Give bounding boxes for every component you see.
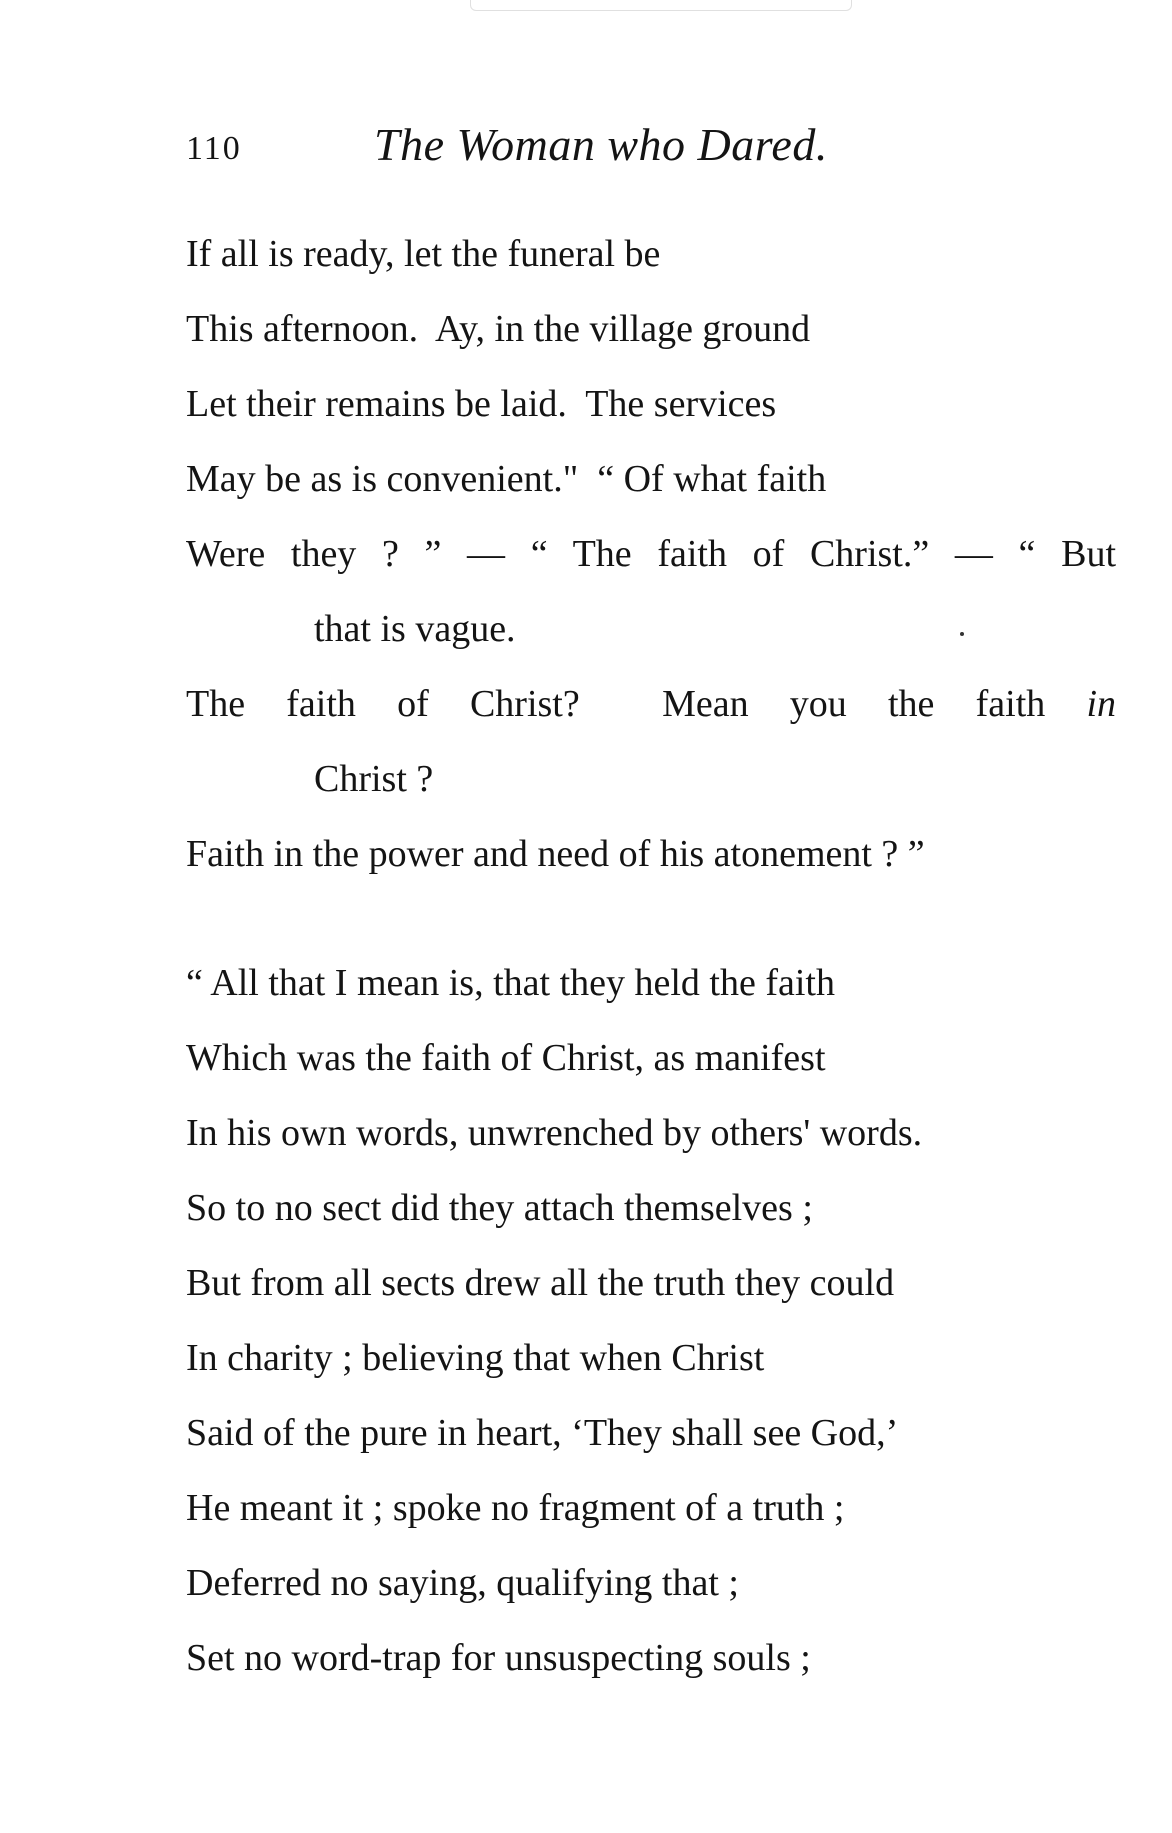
ink-speck bbox=[960, 632, 964, 636]
verse-line: If all is ready, let the funeral be bbox=[186, 233, 661, 275]
verse-line: Which was the faith of Christ, as manifest bbox=[186, 1037, 826, 1079]
verse-line: Faith in the power and need of his atonement ? ” bbox=[186, 833, 925, 875]
verse-line-text: The faith of Christ? Mean you the faith bbox=[186, 683, 1046, 725]
book-title: The Woman who Dared. bbox=[374, 119, 828, 170]
verse-line: May be as is convenient." “ Of what faith bbox=[186, 458, 827, 500]
verse-line: But from all sects drew all the truth they could bbox=[186, 1262, 895, 1304]
verse-line: Set no word-trap for unsuspecting souls ; bbox=[186, 1637, 811, 1679]
verse-line: This afternoon. Ay, in the village ground bbox=[186, 308, 811, 350]
verse-line: Said of the pure in heart, ‘They shall see God,’ bbox=[186, 1412, 899, 1454]
running-head bbox=[186, 118, 1006, 178]
verse-line: Let their remains be laid. The services bbox=[186, 383, 777, 425]
verse-line: So to no sect did they attach themselves ; bbox=[186, 1187, 813, 1229]
poem-body bbox=[186, 232, 1116, 1711]
verse-line: Deferred no saying, qualifying that ; bbox=[186, 1562, 739, 1604]
emphasized-word: in bbox=[1086, 683, 1117, 725]
page-edge-mark bbox=[470, 0, 852, 11]
verse-line: In his own words, unwrenched by others' words. bbox=[186, 1112, 923, 1154]
verse-line bbox=[186, 682, 1116, 757]
verse-line: He meant it ; spoke no fragment of a truth ; bbox=[186, 1487, 845, 1529]
stanza-1 bbox=[186, 232, 1116, 907]
page-number: 110 bbox=[186, 130, 242, 167]
stanza-2 bbox=[186, 961, 1116, 1711]
verse-line: Were they ? ” — “ The faith of Christ.” — “ But bbox=[186, 533, 1116, 575]
verse-line-turnover: Christ ? bbox=[314, 758, 434, 800]
verse-line: “ All that I mean is, that they held the faith bbox=[186, 962, 835, 1004]
verse-line-turnover: that is vague. bbox=[314, 608, 516, 650]
verse-line: In charity ; believing that when Christ bbox=[186, 1337, 765, 1379]
